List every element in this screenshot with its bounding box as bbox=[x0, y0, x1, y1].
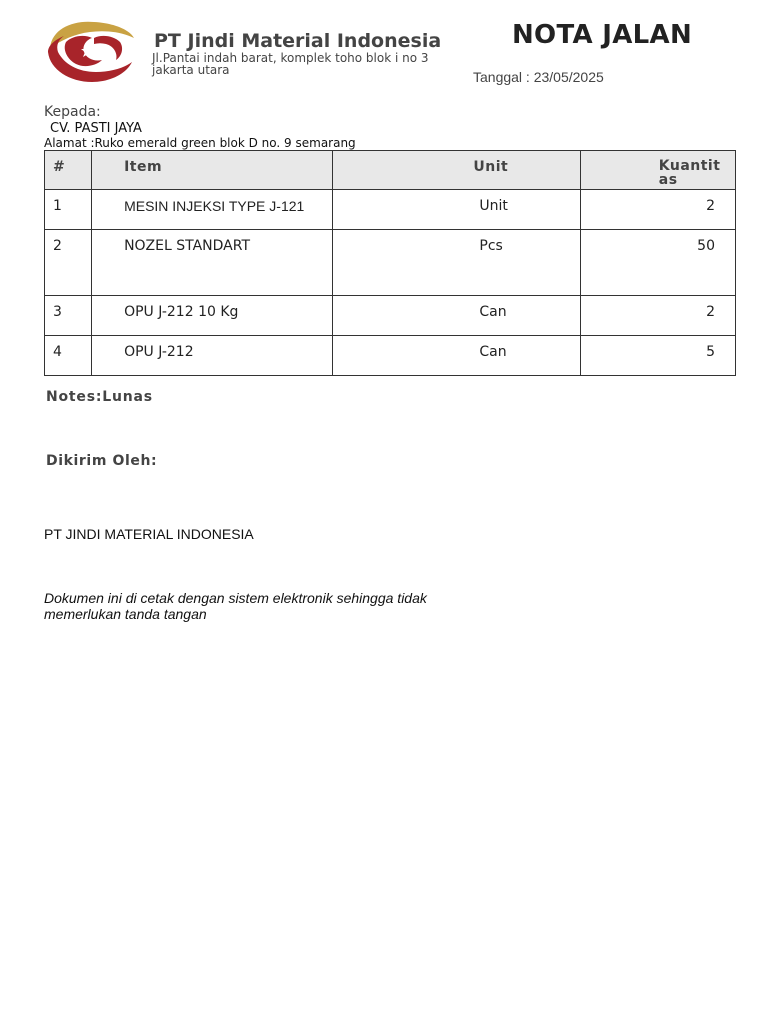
table-row bbox=[45, 296, 736, 336]
recipient-address: Alamat :Ruko emerald green blok D no. 9 semarang bbox=[44, 136, 356, 150]
row-number: 3 bbox=[45, 296, 92, 336]
row-item: NOZEL STANDART bbox=[92, 230, 333, 296]
row-quantity: 5 bbox=[580, 336, 735, 376]
items-table bbox=[44, 150, 736, 376]
date-label: Tanggal : bbox=[473, 69, 534, 85]
row-number: 4 bbox=[45, 336, 92, 376]
table-row bbox=[45, 336, 736, 376]
row-unit: Can bbox=[333, 296, 580, 336]
sender-name: PT JINDI MATERIAL INDONESIA bbox=[44, 526, 254, 542]
recipient-heading: Kepada: bbox=[44, 104, 101, 120]
row-number: 2 bbox=[45, 230, 92, 296]
date-value: 23/05/2025 bbox=[533, 69, 604, 85]
row-item: MESIN INJEKSI TYPE J-121 bbox=[92, 190, 333, 230]
row-unit: Unit bbox=[333, 190, 580, 230]
row-number: 1 bbox=[45, 190, 92, 230]
recipient-name: CV. PASTI JAYA bbox=[50, 121, 142, 136]
sender-heading: Dikirim Oleh: bbox=[46, 453, 158, 469]
row-unit: Can bbox=[333, 336, 580, 376]
company-logo-icon bbox=[44, 18, 136, 84]
table-row bbox=[45, 190, 736, 230]
table-header-row bbox=[45, 151, 736, 190]
row-item: OPU J-212 bbox=[92, 336, 333, 376]
company-name: PT Jindi Material Indonesia bbox=[154, 30, 442, 52]
notes: Notes:Lunas bbox=[46, 389, 153, 405]
document-title: NOTA JALAN bbox=[512, 20, 692, 50]
column-header-quantity: Kuantitas bbox=[580, 151, 735, 190]
row-quantity: 2 bbox=[580, 296, 735, 336]
table-row bbox=[45, 230, 736, 296]
column-header-number: # bbox=[45, 151, 92, 190]
document-date bbox=[473, 69, 604, 86]
disclaimer: Dokumen ini di cetak dengan sistem elektronik sehingga tidak memerlukan tanda tangan bbox=[44, 590, 427, 622]
row-quantity: 2 bbox=[580, 190, 735, 230]
column-header-item: Item bbox=[92, 151, 333, 190]
row-unit: Pcs bbox=[333, 230, 580, 296]
row-item: OPU J-212 10 Kg bbox=[92, 296, 333, 336]
company-address: Jl.Pantai indah barat, komplek toho blok i no 3 jakarta utara bbox=[152, 51, 429, 77]
column-header-unit: Unit bbox=[333, 151, 580, 190]
row-quantity: 50 bbox=[580, 230, 735, 296]
